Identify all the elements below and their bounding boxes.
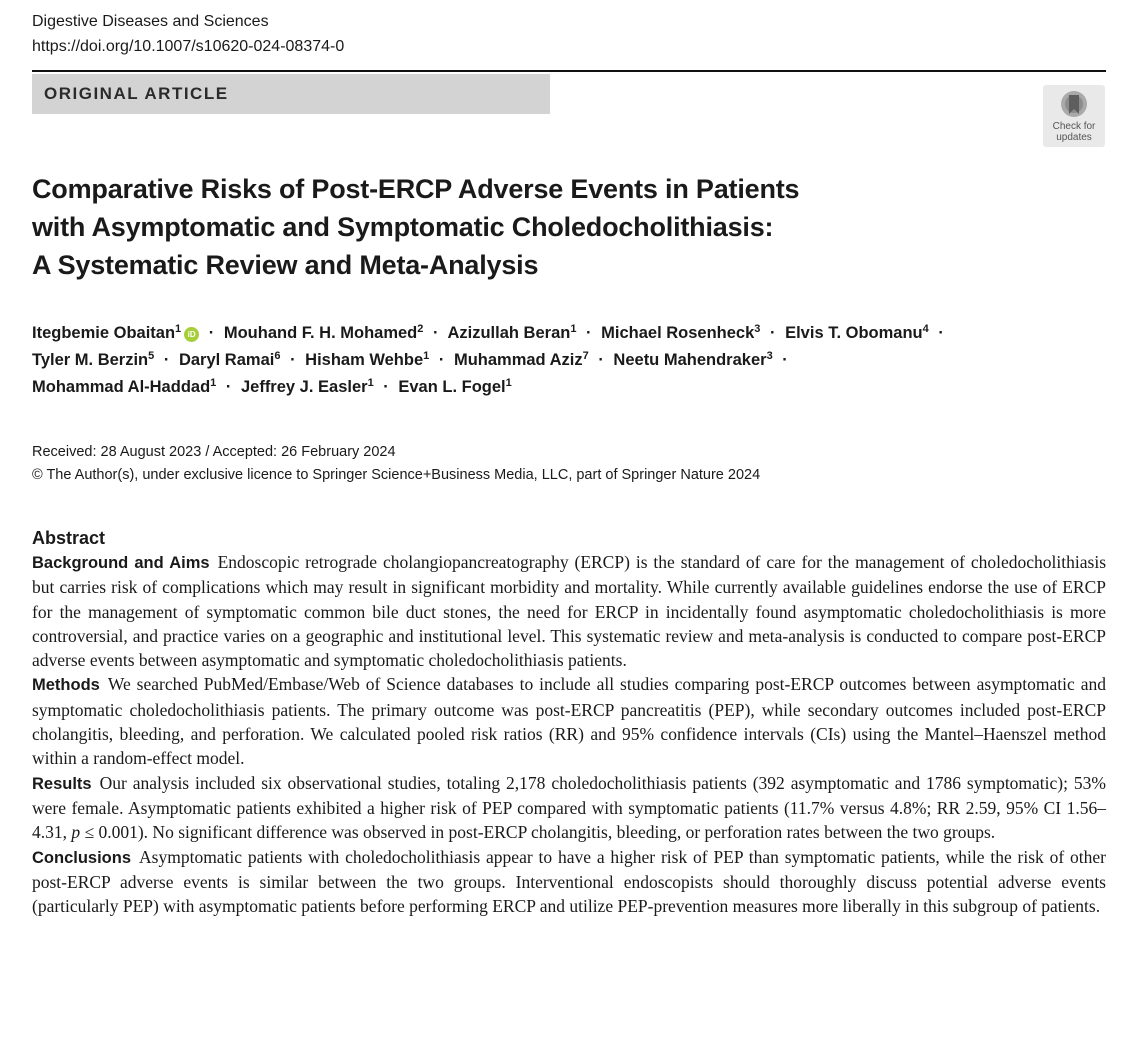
- abstract-section-conclusions: [32, 845, 1106, 919]
- author-separator: ·: [383, 378, 389, 396]
- affiliation-number: 1: [423, 350, 430, 362]
- journal-name: Digestive Diseases and Sciences: [32, 13, 269, 30]
- author-name[interactable]: Neetu Mahendraker: [613, 351, 767, 369]
- section-text: Endoscopic retrograde cholangiopancreatography (ERCP) is the standard of care for the management of choledocholithiasis but carries risk of complications which may result in significant morbidity and mortality. While currently available guidelines endorse the use of ERCP for the management of symptomatic common bile duct stones, the need for ERCP in incidentally found asymptomatic choledocholithiasis is more controversial, and practice varies on a geographic and institutional level. This systematic review and meta-analysis is conducted to compare post-ERCP adverse events between asymptomatic and symptomatic choledocholithiasis patients.: [32, 552, 1106, 671]
- section-text: ≤ 0.001). No significant difference was observed in post-ERCP cholangitis, bleeding, or perforation rates between the two groups.: [80, 822, 996, 843]
- section-text: We searched PubMed/Embase/Web of Science databases to include all studies comparing post-ERCP outcomes between asymptomatic and symptomatic choledocholithiasis patients. The primary outcome was post-ERCP pancreatitis (PEP), while secondary outcomes included post-ERCP cholangitis, bleeding, and perforation. We calculated pooled risk ratios (RR) and 95% confidence intervals (CIs) using the Mantel–Haenszel method within a random-effect model.: [32, 674, 1106, 769]
- author-name[interactable]: Evan L. Fogel: [398, 378, 506, 396]
- affiliation-number: 4: [922, 323, 929, 335]
- author-separator: ·: [586, 324, 592, 342]
- title-line: Comparative Risks of Post-ERCP Adverse Events in Patients: [32, 174, 800, 204]
- affiliation-number: 1: [175, 323, 182, 335]
- author-separator: ·: [938, 324, 944, 342]
- affiliation-number: 5: [148, 350, 155, 362]
- author-line: [32, 320, 1112, 347]
- author-line: [32, 347, 1112, 374]
- author-name[interactable]: Tyler M. Berzin: [32, 351, 149, 369]
- affiliation-number: 3: [754, 323, 761, 335]
- abstract-section-methods: [32, 672, 1106, 770]
- author-separator: ·: [432, 324, 439, 342]
- check-for-updates-label: Check for updates: [1052, 121, 1096, 143]
- author-separator: ·: [225, 378, 232, 396]
- abstract-section-results: [32, 771, 1106, 845]
- section-text: Our analysis included six observational studies, totaling 2,178 choledocholithiasis patients (392 asymptomatic and 1786 symptomatic); 53% were female. Asymptomatic patients exhibited a higher risk of PEP compared with symptomatic patients (11.7% versus 4.8%; RR 2.59, 95% CI 1.56–4.31,: [32, 772, 1106, 843]
- author-line: [32, 374, 1112, 401]
- received-accepted-dates: Received: 28 August 2023 / Accepted: 26 February 2024: [32, 444, 396, 460]
- author-separator: ·: [290, 351, 296, 369]
- article-type-banner: ORIGINAL ARTICLE: [32, 74, 550, 114]
- check-for-updates-button[interactable]: [1043, 85, 1105, 147]
- author-name[interactable]: Jeffrey J. Easler: [240, 378, 368, 396]
- author-separator: ·: [770, 324, 776, 342]
- title-line: A Systematic Review and Meta-Analysis: [32, 250, 539, 280]
- author-separator: ·: [438, 351, 445, 369]
- p-value-symbol: p: [71, 822, 81, 843]
- article-title: [32, 170, 932, 284]
- author-name[interactable]: Mouhand F. H. Mohamed: [223, 324, 418, 342]
- section-label: Background and Aims: [32, 554, 210, 572]
- author-name[interactable]: Mohammad Al-Haddad: [32, 378, 211, 396]
- author-name[interactable]: Itegbemie Obaitan: [32, 324, 176, 342]
- abstract-heading: Abstract: [32, 528, 106, 548]
- author-name[interactable]: Muhammad Aziz: [453, 351, 583, 369]
- author-name[interactable]: Azizullah Beran: [447, 324, 571, 342]
- affiliation-number: 1: [570, 323, 577, 335]
- affiliation-number: 1: [505, 377, 512, 389]
- section-text: Asymptomatic patients with choledocholithiasis appear to have a higher risk of PEP than symptomatic patients, while the risk of other post-ERCP adverse events is similar between the two groups. Interventional endoscopists should thoroughly discuss potential adverse events (particularly PEP) with asymptomatic patients before performing ERCP and utilize PEP-prevention measures more liberally in this subgroup of patients.: [32, 846, 1106, 917]
- author-list: [32, 320, 1112, 401]
- author-name[interactable]: Daryl Ramai: [178, 351, 275, 369]
- title-line: with Asymptomatic and Symptomatic Choledocholithiasis:: [32, 212, 774, 242]
- affiliation-number: 1: [210, 377, 217, 389]
- doi-link[interactable]: https://doi.org/10.1007/s10620-024-08374-0: [32, 38, 345, 55]
- affiliation-number: 1: [367, 377, 374, 389]
- copyright-notice: © The Author(s), under exclusive licence to Springer Science+Business Media, LLC, part of Springer Nature 2024: [32, 467, 761, 483]
- author-separator: ·: [598, 351, 604, 369]
- author-name[interactable]: Michael Rosenheck: [601, 324, 755, 342]
- section-label: Methods: [32, 676, 100, 695]
- bookmark-check-icon: [1059, 89, 1089, 119]
- orcid-icon[interactable]: iD: [184, 327, 199, 342]
- affiliation-number: 3: [766, 350, 773, 362]
- author-name[interactable]: Elvis T. Obomanu: [785, 324, 923, 342]
- author-separator: ·: [163, 351, 170, 369]
- author-name[interactable]: Hisham Wehbe: [305, 351, 424, 369]
- affiliation-number: 6: [274, 350, 281, 362]
- section-label: Results: [32, 774, 92, 793]
- affiliation-number: 7: [582, 350, 589, 362]
- section-label: Conclusions: [32, 848, 132, 867]
- abstract-body: [32, 550, 1106, 918]
- abstract-section-background: [32, 550, 1106, 672]
- author-separator: ·: [782, 351, 788, 369]
- header-rule: [32, 70, 1106, 72]
- affiliation-number: 2: [417, 323, 424, 335]
- author-separator: ·: [208, 324, 215, 342]
